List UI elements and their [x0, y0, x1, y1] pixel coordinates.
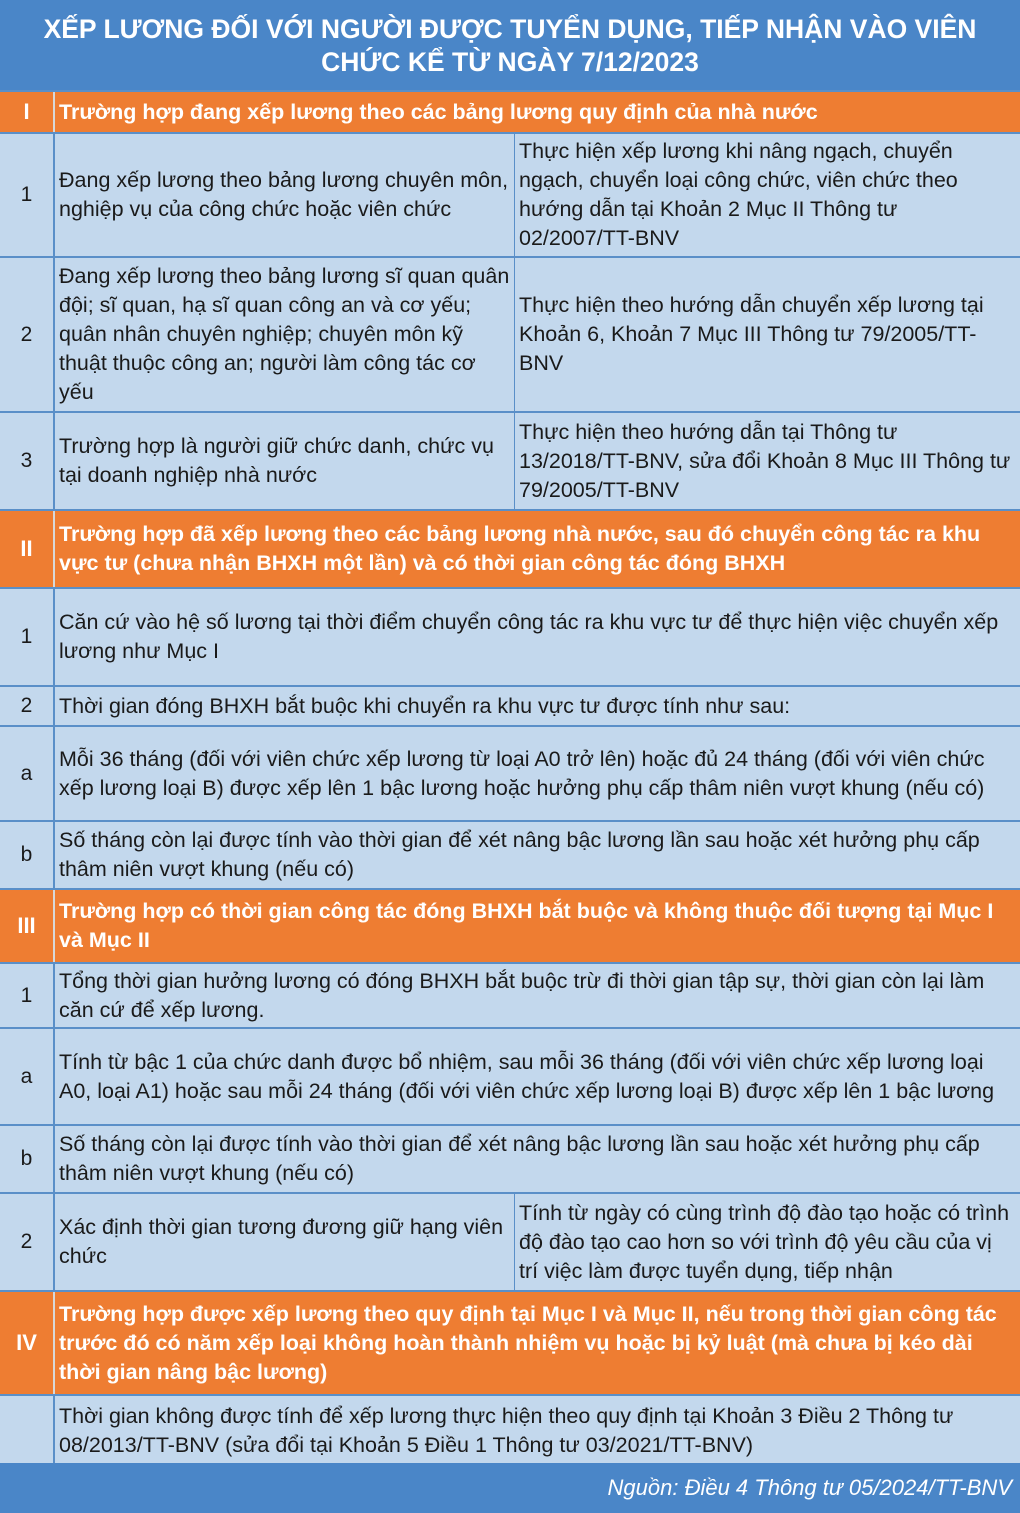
- row-number: a: [0, 1029, 55, 1124]
- table-row: [0, 1027, 1020, 1124]
- page-title: [0, 0, 1020, 90]
- table-row: [0, 132, 1020, 256]
- row-number: [0, 1396, 55, 1466]
- row-number: 1: [0, 134, 55, 256]
- section-number: III: [0, 890, 55, 962]
- section-heading: Trường hợp có thời gian công tác đóng BHXH bắt buộc và không thuộc đối tượng tại Mục I và Mục II: [59, 899, 994, 952]
- table-row: [0, 1192, 1020, 1290]
- title-line-1: XẾP LƯƠNG ĐỐI VỚI NGƯỜI ĐƯỢC TUYỂN DỤNG, TIẾP NHẬN VÀO VIÊN: [43, 14, 977, 44]
- row-text: Thời gian không được tính để xếp lương thực hiện theo quy định tại Khoản 3 Điều 2 Thông tư 08/2013/TT-BNV (sửa đổi tại Khoản 5 Điều 1 Thông tư 03/2021/TT-BNV): [59, 1404, 954, 1457]
- section-heading: Trường hợp được xếp lương theo quy định tại Mục I và Mục II, nếu trong thời gian công tác trước đó có năm xếp loại không hoàn thành nhiệm vụ hoặc bị kỷ luật (mà chưa bị kéo dài thời gian nâng bậc lương): [59, 1301, 997, 1384]
- table-row: [0, 685, 1020, 725]
- case-description: Đang xếp lương theo bảng lương chuyên môn, nghiệp vụ của công chức hoặc viên chức: [55, 134, 515, 256]
- table-row: [0, 820, 1020, 888]
- section-heading: Trường hợp đang xếp lương theo các bảng lương quy định của nhà nước: [59, 99, 818, 124]
- case-guidance: Thực hiện theo hướng dẫn tại Thông tư 13/2018/TT-BNV, sửa đổi Khoản 8 Mục III Thông tư 79/2005/TT-BNV: [519, 419, 1011, 502]
- source-note: Nguồn: Điều 4 Thông tư 05/2024/TT-BNV: [0, 1463, 1020, 1513]
- table-row: [0, 587, 1020, 685]
- section-number: IV: [0, 1292, 55, 1394]
- row-text: Thời gian đóng BHXH bắt buộc khi chuyển ra khu vực tư được tính như sau:: [59, 693, 791, 718]
- row-number: b: [0, 1126, 55, 1192]
- section-header-1: [0, 90, 1020, 132]
- section-number: I: [0, 92, 55, 132]
- row-text: Tổng thời gian hưởng lương có đóng BHXH bắt buộc trừ đi thời gian tập sự, thời gian còn lại làm căn cứ để xếp lương.: [59, 968, 985, 1022]
- row-text: Số tháng còn lại được tính vào thời gian để xét nâng bậc lương lần sau hoặc xét hưởng phụ cấp thâm niên vượt khung (nếu có): [59, 1132, 980, 1185]
- section-header-4: [0, 1290, 1020, 1394]
- case-description: Trường hợp là người giữ chức danh, chức vụ tại doanh nghiệp nhà nước: [55, 413, 515, 509]
- row-number: 2: [0, 258, 55, 411]
- row-number: 1: [0, 589, 55, 685]
- table-row: [0, 256, 1020, 411]
- case-guidance: Thực hiện theo hướng dẫn chuyển xếp lương tại Khoản 6, Khoản 7 Mục III Thông tư 79/2005/TT-BNV: [519, 293, 984, 375]
- case-description: Xác định thời gian tương đương giữ hạng viên chức: [55, 1194, 515, 1290]
- row-text: Mỗi 36 tháng (đối với viên chức xếp lương từ loại A0 trở lên) hoặc đủ 24 tháng (đối với viên chức xếp lương loại B) được xếp lên 1 bậc lương hoặc hưởng phụ cấp thâm niên vượt khung (nếu có): [59, 746, 985, 800]
- section-header-3: [0, 888, 1020, 962]
- section-number: II: [0, 511, 55, 587]
- table-row: [0, 725, 1020, 820]
- row-number: 2: [0, 687, 55, 725]
- table-row: [0, 411, 1020, 509]
- row-number: 3: [0, 413, 55, 509]
- section-header-2: [0, 509, 1020, 587]
- case-description: Đang xếp lương theo bảng lương sĩ quan quân đội; sĩ quan, hạ sĩ quan công an và cơ yếu; quân nhân chuyên nghiệp; chuyên môn kỹ thuật thuộc công an; người làm công tác cơ yếu: [55, 258, 515, 411]
- row-number: a: [0, 727, 55, 820]
- section-heading: Trường hợp đã xếp lương theo các bảng lương nhà nước, sau đó chuyển công tác ra khu vực tư (chưa nhận BHXH một lần) và có thời gian công tác đóng BHXH: [59, 522, 981, 575]
- row-text: Căn cứ vào hệ số lương tại thời điểm chuyển công tác ra khu vực tư để thực hiện việc chuyển xếp lương như Mục I: [59, 610, 999, 663]
- row-text: Tính từ bậc 1 của chức danh được bổ nhiệm, sau mỗi 36 tháng (đối với viên chức xếp lương loại A0, loại A1) hoặc sau mỗi 24 tháng (đối với viên chức xếp lương loại B) được xếp lên 1 bậc lương: [59, 1049, 995, 1103]
- row-text: Số tháng còn lại được tính vào thời gian để xét nâng bậc lương lần sau hoặc xét hưởng phụ cấp thâm niên vượt khung (nếu có): [59, 828, 980, 881]
- row-number: b: [0, 822, 55, 888]
- table-row: [0, 962, 1020, 1027]
- case-guidance: Thực hiện xếp lương khi nâng ngạch, chuyển ngạch, chuyển loại công chức, viên chức theo hướng dẫn tại Khoản 2 Mục II Thông tư 02/2007/TT-BNV: [519, 139, 958, 250]
- row-number: 1: [0, 964, 55, 1027]
- table-row: [0, 1124, 1020, 1192]
- table-row: [0, 1394, 1020, 1466]
- row-number: 2: [0, 1194, 55, 1290]
- case-guidance: Tính từ ngày có cùng trình độ đào tạo hoặc có trình độ đào tạo cao hơn so với trình độ yêu cầu của vị trí việc làm được tuyển dụng, tiếp nhận: [519, 1200, 1010, 1283]
- title-line-2: CHỨC KỂ TỪ NGÀY 7/12/2023: [321, 47, 699, 77]
